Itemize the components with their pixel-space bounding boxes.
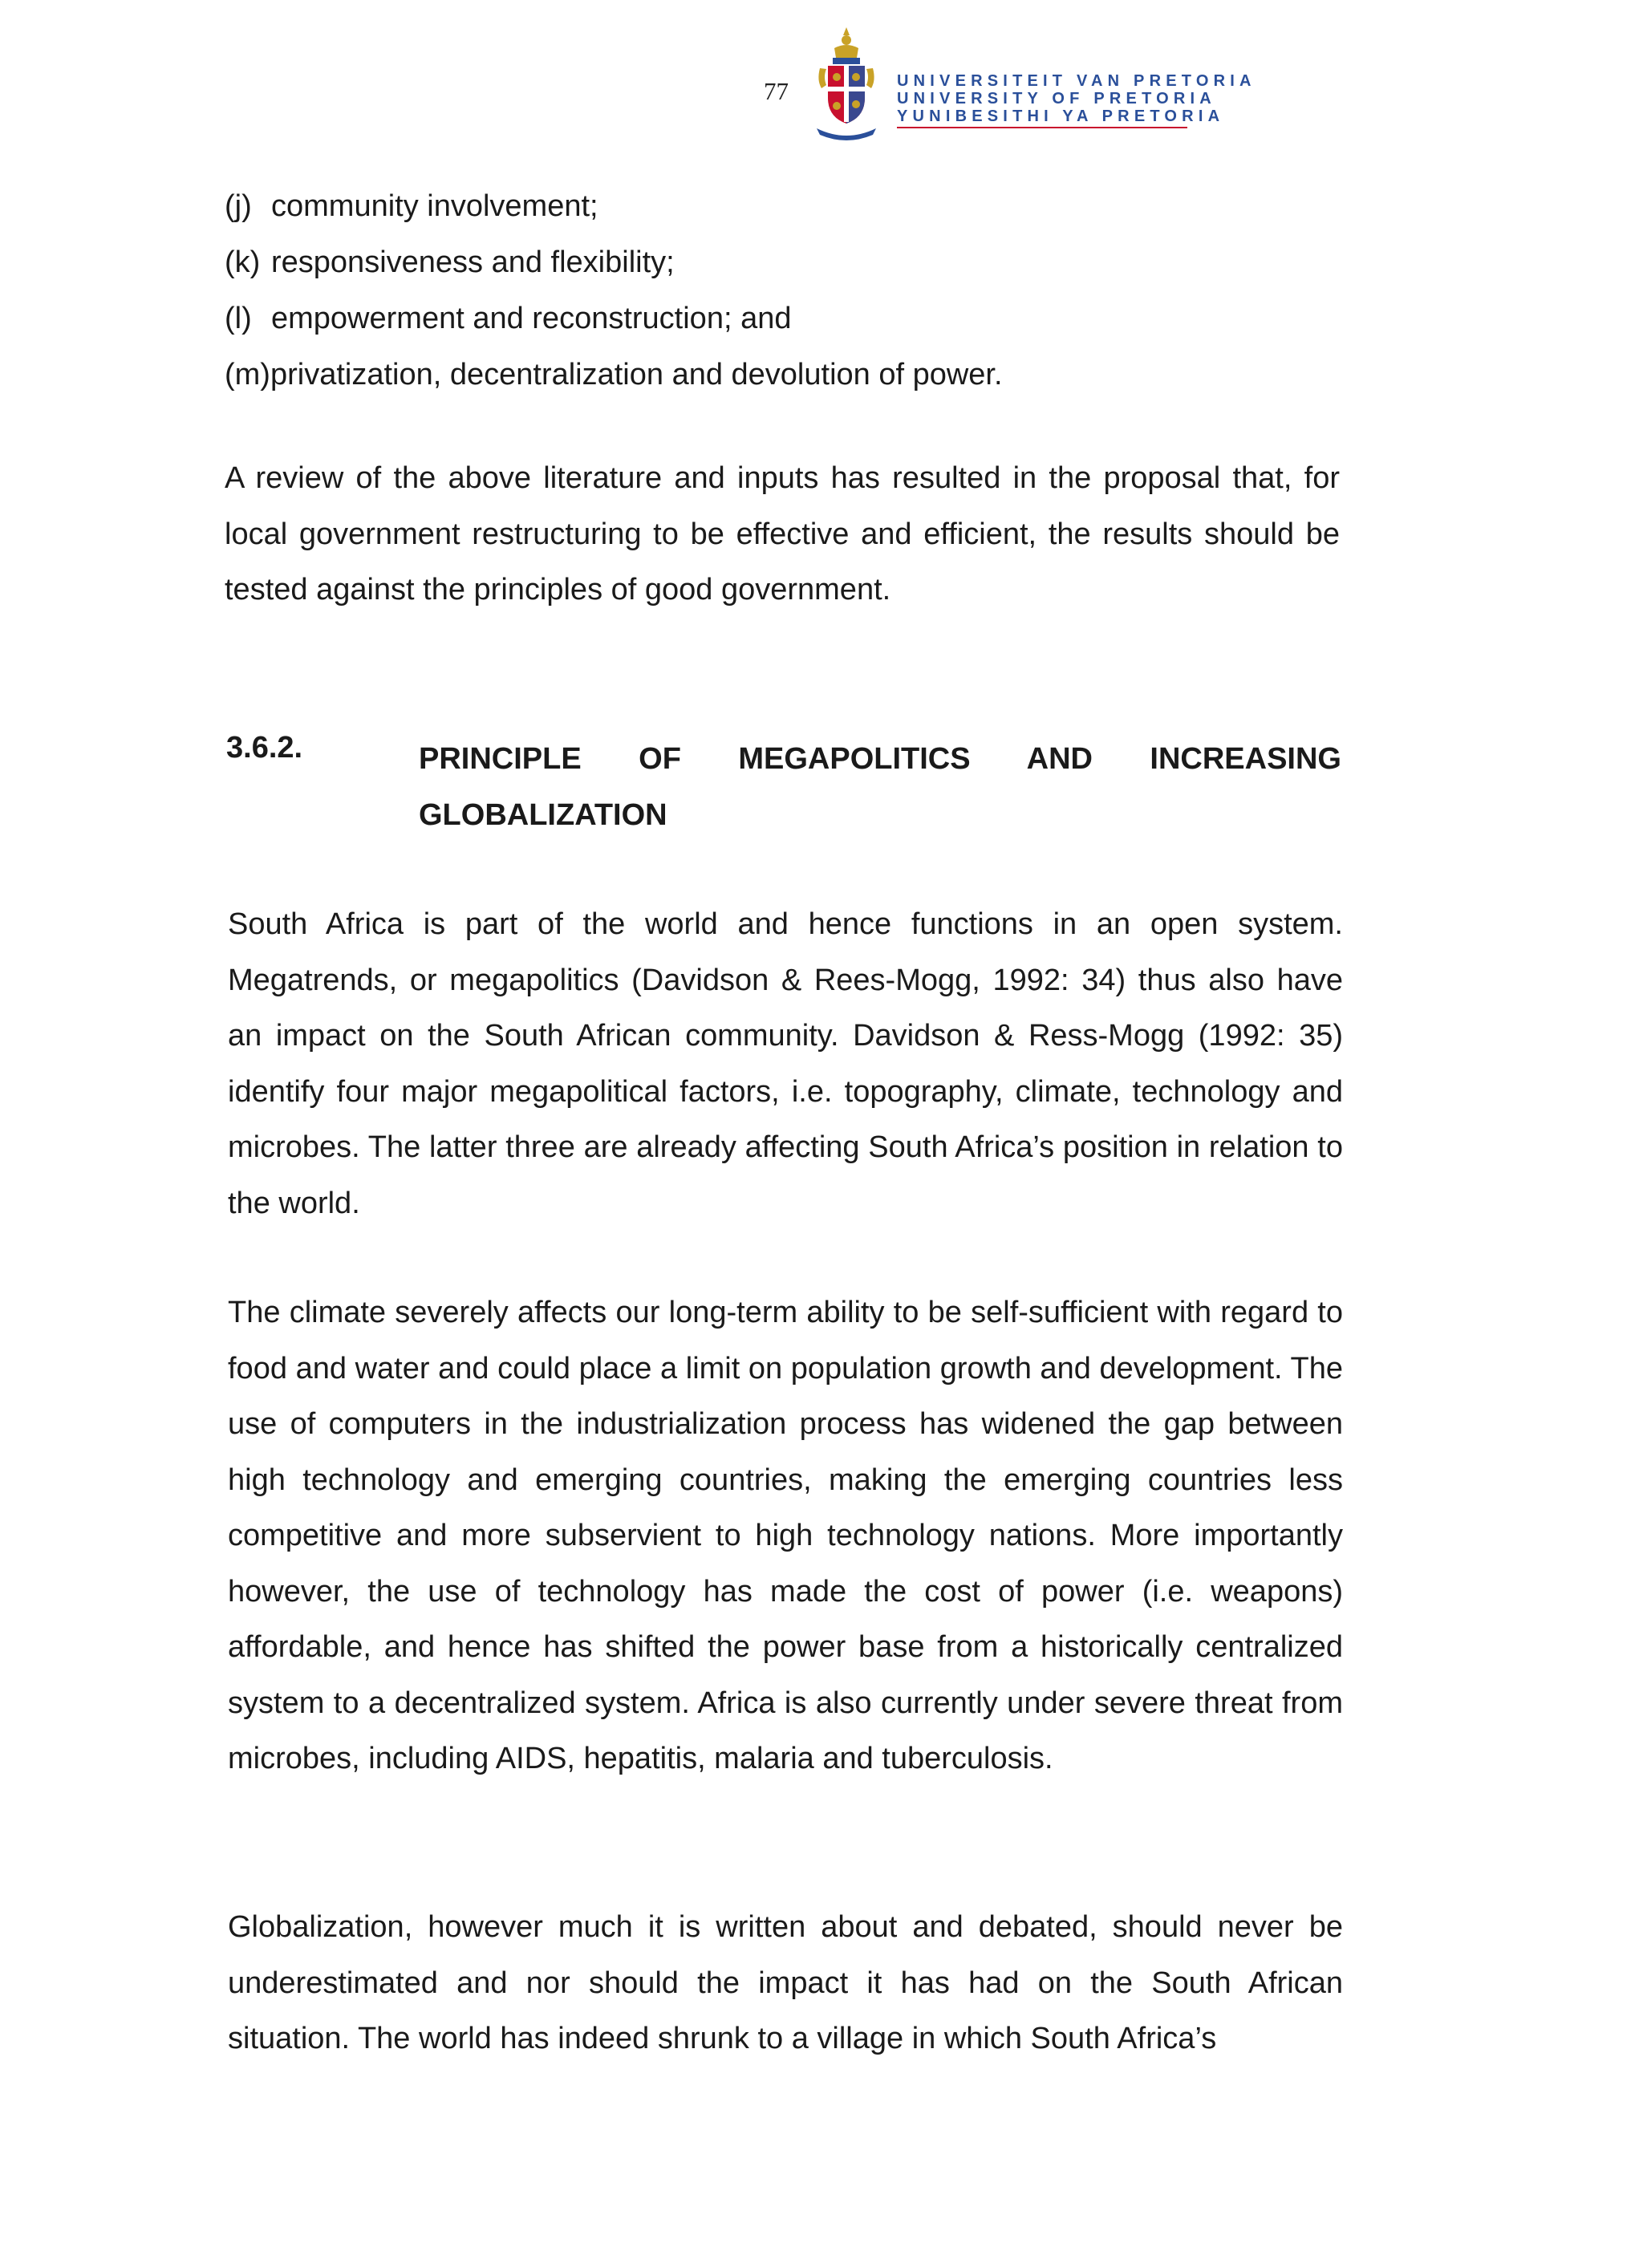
paragraph-climate: The climate severely affects our long-term ability to be self-sufficient with regard to food and water and could place a limit on population growth and development. The use of computers in the industrialization process has widened the gap between high technology and emerging countries, making the emerging countries less competitive and more subservient to high technology nations. More importantly however, the use of technology has made the cost of power (i.e. weapons) affordable, and hence has shifted the power base from a historically centralized system to a decentralized system. Africa is also currently under severe threat from microbes, including AIDS, hepatitis, malaria and tuberculosis. [228,1296,1343,1775]
page-number: 77 [764,77,789,105]
list-item [225,347,1348,403]
section-title-line-2: GLOBALIZATION [419,798,667,832]
university-crest-icon [810,24,882,144]
university-name-sepedi: YUNIBESITHI YA PRETORIA [897,108,1225,125]
university-name-english: UNIVERSITY OF PRETORIA [897,90,1216,108]
list-item [225,234,1348,290]
list-item-text: empowerment and reconstruction; and [271,302,792,335]
section-number: 3.6.2. [226,731,303,765]
list-marker: (j) [225,189,252,223]
principles-list [225,178,1348,403]
list-marker: (m) [225,358,270,392]
university-name-afrikaans: UNIVERSITEIT VAN PRETORIA [897,72,1256,90]
list-item [225,290,1348,347]
list-marker: (k) [225,245,261,279]
university-name-block [897,72,1256,128]
section-title-line-1: PRINCIPLE OF MEGAPOLITICS AND INCREASING [419,742,1341,776]
list-item-text: privatization, decentralization and devolution of power. [270,358,1003,392]
list-item [225,178,1348,234]
section-title [419,731,1341,843]
paragraph-review: A review of the above literature and inputs has resulted in the proposal that, for local government restructuring to be effective and efficient, the results should be tested against the principles of good government. [225,461,1340,607]
list-item-text: responsiveness and flexibility; [271,245,675,279]
list-item-text: community involvement; [271,189,598,223]
paragraph-globalization: Globalization, however much it is written about and debated, should never be underestimated and nor should the impact it has had on the South African situation. The world has indeed shrunk to a village in which South Africa’s [228,1910,1343,2055]
paragraph-megatrends: South Africa is part of the world and hence functions in an open system. Megatrends, or megapolitics (Davidson & Rees-Mogg, 1992: 34) thus also have an impact on the South African community. Davidson & Ress-Mogg (1992: 35) identify four major megapolitical factors, i.e. topography, climate, technology and microbes. The latter three are already affecting South Africa’s position in relation to the world. [228,907,1343,1220]
list-marker: (l) [225,302,252,335]
header-rule [897,127,1187,128]
